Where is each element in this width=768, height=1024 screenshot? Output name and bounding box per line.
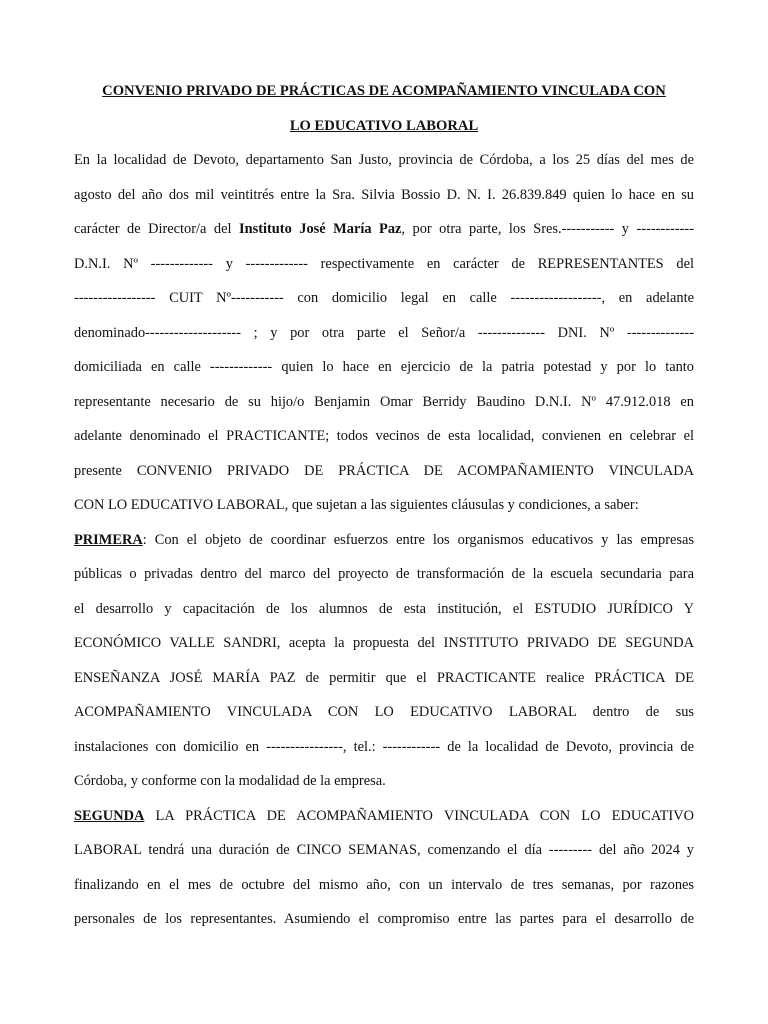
intro-text: carácter de Director/a del [74, 221, 240, 237]
clause-line: personales de los representantes. Asumiendo el compromiso entre las partes para el desarrollo de [74, 911, 694, 927]
clause-label-segunda: SEGUNDA [74, 807, 145, 824]
clause-text: LA PRÁCTICA DE ACOMPAÑAMIENTO VINCULADA CON LO EDUCATIVO [144, 807, 694, 824]
intro-line: ----------------- CUIT Nº----------- con domicilio legal en calle -------------------, en adelante [74, 290, 694, 306]
clause-label-primera: PRIMERA [74, 531, 143, 548]
clause-primera [74, 523, 694, 799]
intro-line: CON LO EDUCATIVO LABORAL, que sujetan a las siguientes cláusulas y condiciones, a saber: [74, 497, 639, 513]
document-page [74, 74, 694, 937]
clause-line: instalaciones con domicilio en ----------------, tel.: ------------ de la localidad de Devoto, provincia de [74, 738, 694, 755]
clause-line: Córdoba, y conforme con la modalidad de la empresa. [74, 773, 386, 789]
clause-segunda [74, 799, 694, 937]
clause-line: ECONÓMICO VALLE SANDRI, acepta la propuesta del INSTITUTO PRIVADO DE SEGUNDA [74, 635, 694, 651]
institute-name: Instituto José María Paz [239, 221, 402, 237]
clause-line: ENSEÑANZA JOSÉ MARÍA PAZ de permitir que el PRACTICANTE realice PRÁCTICA DE [74, 669, 694, 686]
clause-line: finalizando en el mes de octubre del mismo año, con un intervalo de tres semanas, por razones [74, 876, 694, 893]
intro-line: domiciliada en calle ------------- quien lo hace en ejercicio de la patria potestad y por lo tanto [74, 359, 694, 375]
intro-line: denominado-------------------- ; y por otra parte el Señor/a -------------- DNI. Nº -------------- [74, 324, 694, 341]
clause-line: LABORAL tendrá una duración de CINCO SEMANAS, comenzando el día --------- del año 2024 y [74, 842, 694, 858]
intro-line: D.N.I. Nº ------------- y ------------- respectivamente en carácter de REPRESENTANTES del [74, 255, 694, 272]
intro-line: En la localidad de Devoto, departamento San Justo, provincia de Córdoba, a los 25 días del mes de [74, 152, 694, 168]
intro-line: adelante denominado el PRACTICANTE; todos vecinos de esta localidad, convienen en celebrar el [74, 428, 694, 444]
clause-line [74, 523, 694, 558]
clause-line: públicas o privadas dentro del marco del proyecto de transformación de la escuela secundaria para [74, 566, 694, 582]
intro-line: presente CONVENIO PRIVADO DE PRÁCTICA DE ACOMPAÑAMIENTO VINCULADA [74, 462, 694, 479]
intro-line: agosto del año dos mil veintitrés entre la Sra. Silvia Bossio D. N. I. 26.839.849 quien lo hace en su [74, 186, 694, 203]
clause-line [74, 799, 694, 834]
intro-line [74, 212, 694, 247]
intro-paragraph [74, 143, 694, 523]
document-title-line-2: LO EDUCATIVO LABORAL [289, 117, 479, 134]
document-title-line-1: CONVENIO PRIVADO DE PRÁCTICAS DE ACOMPAÑAMIENTO VINCULADA CON [102, 83, 666, 99]
intro-text: , por otra parte, los Sres.----------- y ------------ [401, 221, 694, 237]
clause-line: el desarrollo y capacitación de los alumnos de esta institución, el ESTUDIO JURÍDICO Y [74, 600, 694, 617]
intro-line: representante necesario de su hijo/o Benjamin Omar Berridy Baudino D.N.I. Nº 47.912.018 en [74, 393, 694, 410]
clause-text: : Con el objeto de coordinar esfuerzos entre los organismos educativos y las empresas [142, 531, 694, 548]
clause-line: ACOMPAÑAMIENTO VINCULADA CON LO EDUCATIVO LABORAL dentro de sus [74, 704, 694, 720]
